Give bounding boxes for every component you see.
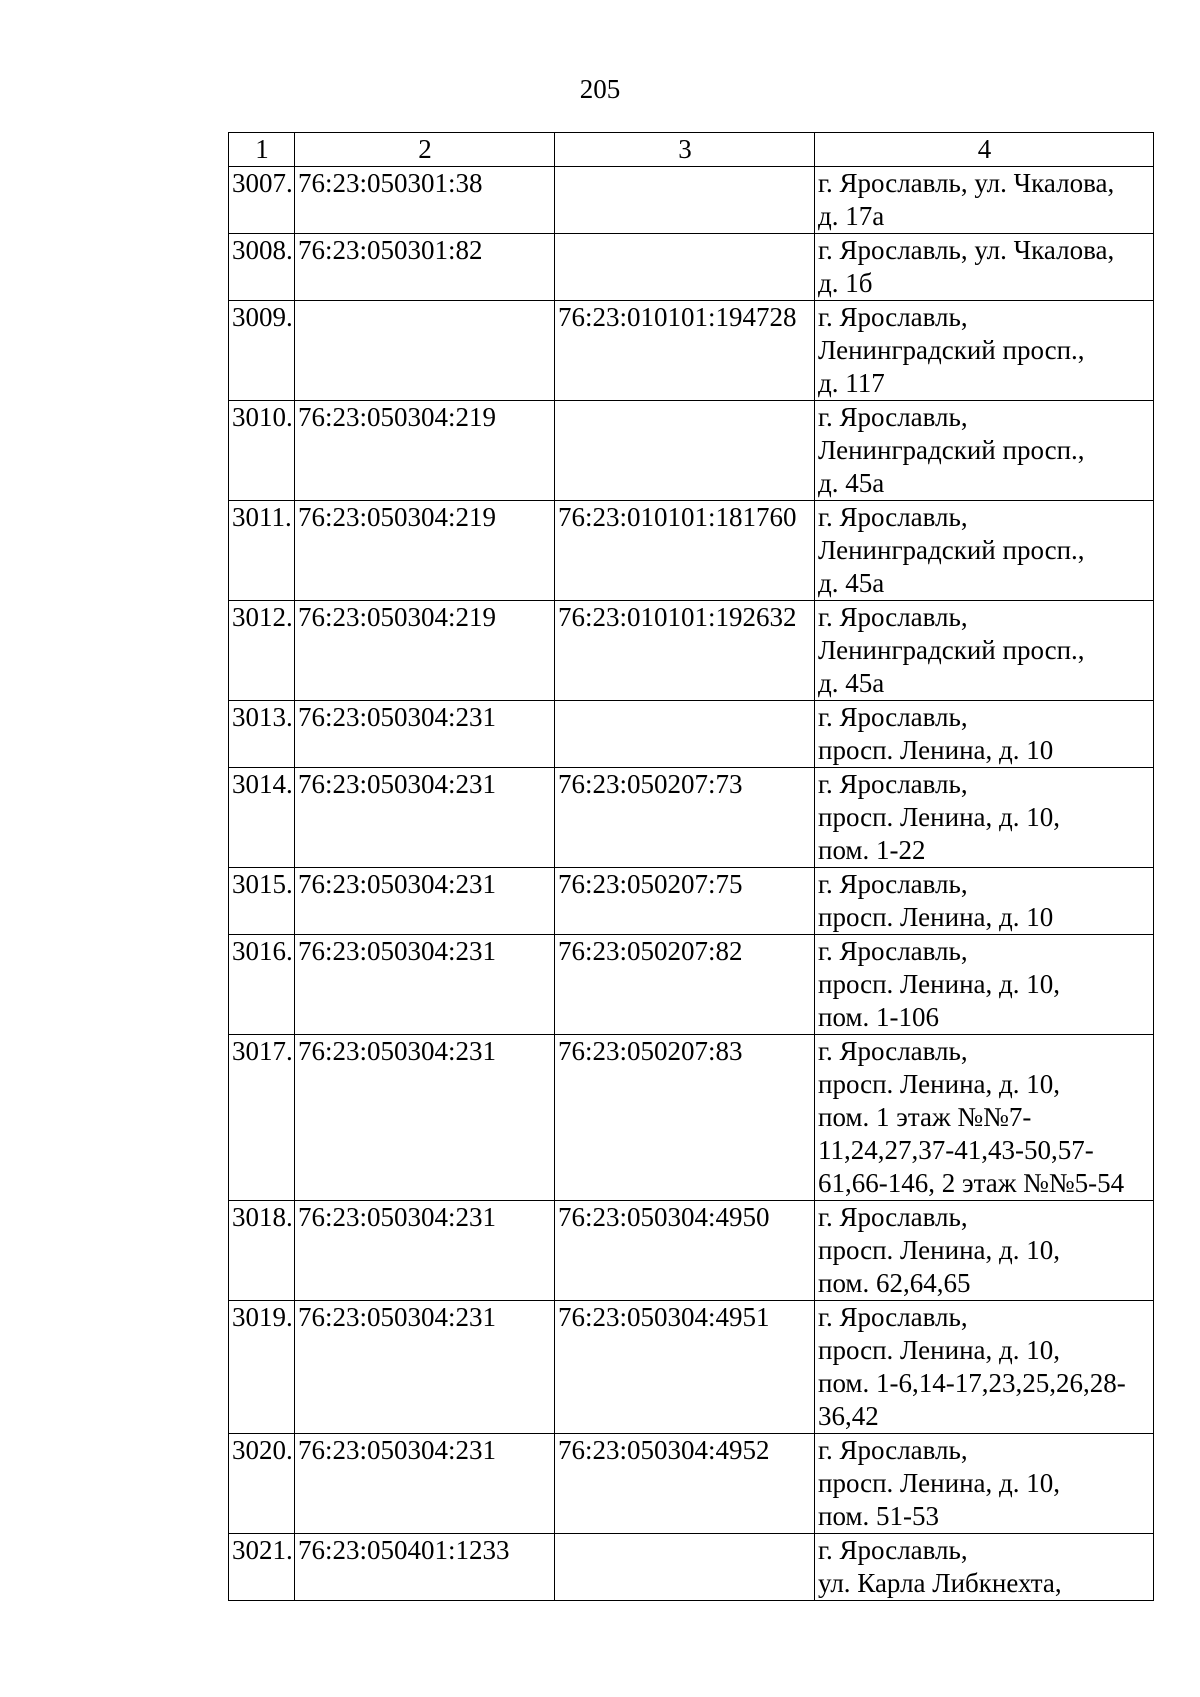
row-number-cell: 3013. [229, 701, 295, 768]
row-number-cell: 3009. [229, 301, 295, 401]
room-cadastral-number-cell [555, 234, 815, 301]
address-cell: г. Ярославль, просп. Ленина, д. 10 [815, 701, 1154, 768]
header-row [229, 133, 1154, 167]
cadastral-number-cell: 76:23:050301:38 [295, 167, 555, 234]
address-cell: г. Ярославль, просп. Ленина, д. 10, пом. 62,64,65 [815, 1201, 1154, 1301]
table-body [229, 167, 1154, 1601]
cadastral-number-cell: 76:23:050304:219 [295, 501, 555, 601]
row-number-cell: 3017. [229, 1035, 295, 1201]
table-row [229, 401, 1154, 501]
header-cell-4: 4 [815, 133, 1154, 167]
table-row [229, 501, 1154, 601]
cadastral-number-cell: 76:23:050304:219 [295, 401, 555, 501]
cadastral-number-cell: 76:23:050304:231 [295, 701, 555, 768]
table-row [229, 868, 1154, 935]
cadastral-number-cell: 76:23:050304:231 [295, 868, 555, 935]
address-cell: г. Ярославль, ул. Карла Либкнехта, [815, 1534, 1154, 1601]
address-cell: г. Ярославль, просп. Ленина, д. 10 [815, 868, 1154, 935]
table-row [229, 1301, 1154, 1434]
header-cell-3: 3 [555, 133, 815, 167]
table-row [229, 601, 1154, 701]
room-cadastral-number-cell [555, 701, 815, 768]
row-number-cell: 3019. [229, 1301, 295, 1434]
header-cell-2: 2 [295, 133, 555, 167]
row-number-cell: 3018. [229, 1201, 295, 1301]
room-cadastral-number-cell: 76:23:050304:4951 [555, 1301, 815, 1434]
address-cell: г. Ярославль, Ленинградский просп., д. 45а [815, 601, 1154, 701]
room-cadastral-number-cell [555, 401, 815, 501]
header-cell-1: 1 [229, 133, 295, 167]
table-row [229, 1035, 1154, 1201]
room-cadastral-number-cell [555, 1534, 815, 1601]
address-cell: г. Ярославль, ул. Чкалова, д. 1б [815, 234, 1154, 301]
table-row [229, 935, 1154, 1035]
row-number-cell: 3015. [229, 868, 295, 935]
cadastral-number-cell: 76:23:050304:231 [295, 1434, 555, 1534]
address-cell: г. Ярославль, просп. Ленина, д. 10, пом. 1-106 [815, 935, 1154, 1035]
room-cadastral-number-cell: 76:23:010101:181760 [555, 501, 815, 601]
cadastral-number-cell: 76:23:050401:1233 [295, 1534, 555, 1601]
row-number-cell: 3012. [229, 601, 295, 701]
table-row [229, 768, 1154, 868]
address-cell: г. Ярославль, просп. Ленина, д. 10, пом. 1 этаж №№7- 11,24,27,37-41,43-50,57- 61,66-146, 2 этаж №№5-54 [815, 1035, 1154, 1201]
row-number-cell: 3008. [229, 234, 295, 301]
room-cadastral-number-cell: 76:23:050207:82 [555, 935, 815, 1035]
row-number-cell: 3021. [229, 1534, 295, 1601]
register-table [228, 132, 1154, 1601]
room-cadastral-number-cell: 76:23:050304:4952 [555, 1434, 815, 1534]
table-row [229, 701, 1154, 768]
room-cadastral-number-cell: 76:23:050207:73 [555, 768, 815, 868]
cadastral-number-cell: 76:23:050304:231 [295, 1201, 555, 1301]
cadastral-number-cell: 76:23:050301:82 [295, 234, 555, 301]
cadastral-number-cell: 76:23:050304:231 [295, 768, 555, 868]
row-number-cell: 3014. [229, 768, 295, 868]
table-header [229, 133, 1154, 167]
table-row [229, 167, 1154, 234]
row-number-cell: 3011. [229, 501, 295, 601]
cadastral-number-cell [295, 301, 555, 401]
table-row [229, 1201, 1154, 1301]
address-cell: г. Ярославль, Ленинградский просп., д. 45а [815, 401, 1154, 501]
cadastral-number-cell: 76:23:050304:231 [295, 935, 555, 1035]
address-cell: г. Ярославль, просп. Ленина, д. 10, пом. 51-53 [815, 1434, 1154, 1534]
address-cell: г. Ярославль, Ленинградский просп., д. 45а [815, 501, 1154, 601]
address-cell: г. Ярославль, просп. Ленина, д. 10, пом. 1-22 [815, 768, 1154, 868]
table-row [229, 301, 1154, 401]
page-number: 205 [579, 74, 621, 104]
row-number-cell: 3007. [229, 167, 295, 234]
address-cell: г. Ярославль, Ленинградский просп., д. 117 [815, 301, 1154, 401]
table-row [229, 234, 1154, 301]
row-number-cell: 3016. [229, 935, 295, 1035]
cadastral-number-cell: 76:23:050304:219 [295, 601, 555, 701]
cadastral-number-cell: 76:23:050304:231 [295, 1035, 555, 1201]
room-cadastral-number-cell [555, 167, 815, 234]
room-cadastral-number-cell: 76:23:050304:4950 [555, 1201, 815, 1301]
room-cadastral-number-cell: 76:23:010101:192632 [555, 601, 815, 701]
room-cadastral-number-cell: 76:23:010101:194728 [555, 301, 815, 401]
cadastral-number-cell: 76:23:050304:231 [295, 1301, 555, 1434]
room-cadastral-number-cell: 76:23:050207:75 [555, 868, 815, 935]
row-number-cell: 3020. [229, 1434, 295, 1534]
room-cadastral-number-cell: 76:23:050207:83 [555, 1035, 815, 1201]
row-number-cell: 3010. [229, 401, 295, 501]
address-cell: г. Ярославль, просп. Ленина, д. 10, пом. 1-6,14-17,23,25,26,28- 36,42 [815, 1301, 1154, 1434]
table-row [229, 1434, 1154, 1534]
address-cell: г. Ярославль, ул. Чкалова, д. 17а [815, 167, 1154, 234]
table-row [229, 1534, 1154, 1601]
